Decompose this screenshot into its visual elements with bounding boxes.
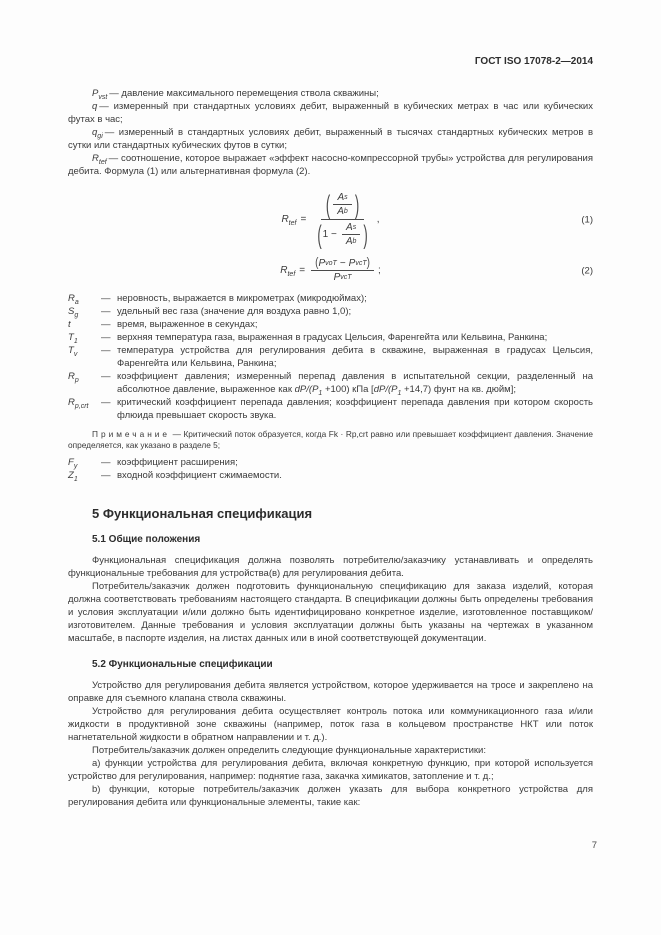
inner-numerator: A s <box>333 191 351 205</box>
denominator: P vcT <box>333 272 352 283</box>
symbol-row <box>68 344 593 370</box>
outer-numerator <box>321 190 364 220</box>
list-item-b: b) функции, которые потребитель/заказчик должен указать для выбора конкретного устройства для регулирования дебита или функциональные элементы, такие как: <box>68 784 593 808</box>
symbol: $R_a$ <box>68 293 79 306</box>
inner-fraction <box>342 221 361 248</box>
section-5-2-heading: 5.2 Функциональные спецификации <box>92 659 273 670</box>
paragraph: Потребитель/заказчик должен подготовить функциональную спецификацию для заказа изделий, которая должна соответствовать требованиям настоящего стандарта. В спецификации должны быть определены требования и условия эксплуатации и/или должно быть идентифицировано конкретное изделие, изготовленное поставщиком/изготовителем. Данные требования и условия эксплуатации должны быть указаны на чертежах в указанном масштабе, в паспорте изделия, на листах данных или в иной соответствующей документации. <box>68 581 593 644</box>
dash: — <box>101 332 111 343</box>
symbol-definition: — давление максимального перемещения ствола скважины; <box>109 88 379 99</box>
dash: — <box>101 397 111 408</box>
section-5-1-heading: 5.1 Общие положения <box>92 534 201 545</box>
symbol-subscript: tef <box>98 158 107 166</box>
formula-1-expression <box>281 190 379 249</box>
symbol: $S_g$ <box>68 306 79 319</box>
doc-header: ГОСТ ISO 17078-2—2014 <box>474 56 593 67</box>
symbol: $T_1$ <box>68 332 78 345</box>
inner-fraction <box>333 191 352 218</box>
left-paren: ( <box>315 256 319 271</box>
symbol: R <box>92 153 99 164</box>
symbol: P <box>92 88 99 99</box>
symbol: $R_p$ <box>68 371 79 384</box>
symbol-definition: — измеренный в стандартных условиях дебит, выраженный в тысячах стандартных кубических метров в сутки или стандартных кубических футов в сутки; <box>68 127 593 151</box>
inner-denominator: A b <box>337 206 348 217</box>
semicolon: ; <box>377 265 381 276</box>
symbol-row <box>68 305 593 318</box>
dash: — <box>101 293 111 304</box>
formula-lhs: $R_{tef}$ <box>280 265 296 278</box>
dash: — <box>101 457 111 468</box>
symbol-row <box>68 292 593 305</box>
dash: — <box>101 470 111 481</box>
note-text: Критический поток образуется, когда Fk · Rp,crt равно или превышает коэффициент давления. Значение определяется, как указано в разделе 5; <box>68 429 593 450</box>
outer-denominator <box>312 220 372 249</box>
intro-paragraph <box>68 100 593 126</box>
symbol-definition: коэффициент давления; измеренный перепад давления в испытательной секции, разделенный на абсолютное давление, выраженное как $dP/(P_1 +100)$ кПа [$dP/(P_1 +14,7)$ фунт на кв. дюйм]; <box>117 371 593 397</box>
fraction <box>311 257 374 284</box>
intro-paragraph <box>68 87 593 100</box>
symbol-list <box>68 292 593 422</box>
symbol-definition: — измеренный при стандартных условиях дебит, выраженный в кубических метрах в час или кубических футах в час; <box>68 101 593 125</box>
symbol-row <box>68 370 593 396</box>
symbol: q <box>92 101 98 112</box>
symbol-list-2 <box>68 456 593 482</box>
equation-number-2: (2) <box>581 265 593 276</box>
symbol-subscript: vst <box>98 93 108 101</box>
symbol-row <box>68 318 593 331</box>
numerator: ( P voT − P vcT ) <box>311 257 374 271</box>
right-paren: ) <box>366 256 370 271</box>
symbol-definition: температура устройства для регулирования дебита в скважине, выраженная в градусах Цельсия, Фаренгейта или Кельвина, Ранкина; <box>117 345 593 369</box>
symbol-definition: неровность, выражается в микрометрах (микродюймах); <box>117 293 367 304</box>
symbol: $T_v$ <box>68 345 78 358</box>
left-paren: ( <box>325 189 331 220</box>
minus-sign: − <box>339 258 346 269</box>
dash: — <box>101 319 111 330</box>
symbol: $Z_1$ <box>68 470 78 483</box>
symbol-row <box>68 469 593 482</box>
symbol-definition: входной коэффициент сжимаемости. <box>117 470 282 481</box>
note-label: Примечание <box>92 429 171 439</box>
one-minus: 1 − <box>322 229 337 240</box>
formula-2 <box>68 257 593 284</box>
equation-number-1: (1) <box>581 214 593 225</box>
symbol-row <box>68 396 593 422</box>
list-item-a: a) функции устройства для регулирования дебита, включая конкретную функцию, при которой используется устройство для регулирования, например: поднятие газа, закачка химикатов, затопление и т. д.; <box>68 758 593 782</box>
right-paren: ) <box>354 189 360 220</box>
right-paren: ) <box>363 219 368 250</box>
inner-denominator: A b <box>345 236 357 247</box>
intro-paragraph <box>68 126 593 152</box>
symbol-definition: удельный вес газа (значение для воздуха равно 1,0); <box>117 306 352 317</box>
dash: — <box>101 345 111 356</box>
note <box>68 429 593 451</box>
dash: — <box>101 371 111 382</box>
symbol: $R_{p,crt}$ <box>68 397 89 410</box>
formula-1 <box>68 190 593 249</box>
symbol-definition: — соотношение, которое выражает «эффект насосно-компрессорной трубы» устройства для регулирования дебита. Формула (1) или альтернативная формула (2). <box>68 153 593 177</box>
paragraph: Функциональная спецификация должна позволять потребителю/заказчику устанавливать и определять функциональные требования для устройства(в) для регулирования дебита. <box>68 555 593 579</box>
equals-sign: = <box>300 214 307 225</box>
formula-lhs: $R_{tef}$ <box>281 214 297 227</box>
outer-fraction <box>312 190 372 249</box>
comma: , <box>376 214 380 225</box>
symbol-subscript: gi <box>97 132 103 140</box>
symbol-definition: верхняя температура газа, выраженная в градусах Цельсия, Фаренгейта или Кельвина, Ранкина; <box>117 332 548 343</box>
symbol-definition: время, выраженное в секундах; <box>117 319 258 330</box>
symbol-row <box>68 331 593 344</box>
dash: — <box>101 306 111 317</box>
symbol: q <box>92 127 98 138</box>
symbol-definition: критический коэффициент перепада давления; коэффициент перепада давления при котором скорость флюида превышает скорость звука. <box>117 397 593 421</box>
symbol: t <box>68 319 71 330</box>
inner-numerator: A s <box>342 221 360 235</box>
paragraph: Потребитель/заказчик должен определить следующие функциональные характеристики: <box>92 745 486 756</box>
page-number: 7 <box>591 840 597 851</box>
formula-2-expression <box>280 257 380 284</box>
symbol: $F_y$ <box>68 457 78 470</box>
symbol-definition: коэффициент расширения; <box>117 457 238 468</box>
paragraph: Устройство для регулирования дебита является устройством, которое удерживается на тросе и закреплено на оправке для съемного клапана ствола скважины. <box>68 680 593 704</box>
symbol-row <box>68 456 593 469</box>
paragraph: Устройство для регулирования дебита осуществляет контроль потока или коммуникационного газа и/или жидкости в продуктивной зоне скважины (например, поток газа в кольцевом пространстве НКТ или поток нагнетательной жидкости в обратном направлении и т. д.). <box>68 706 593 743</box>
section-5-heading: 5 Функциональная спецификация <box>92 506 313 521</box>
equals-sign: = <box>299 265 306 276</box>
intro-paragraph <box>68 152 593 178</box>
left-paren: ( <box>317 219 322 250</box>
note-dash: — <box>170 429 184 439</box>
